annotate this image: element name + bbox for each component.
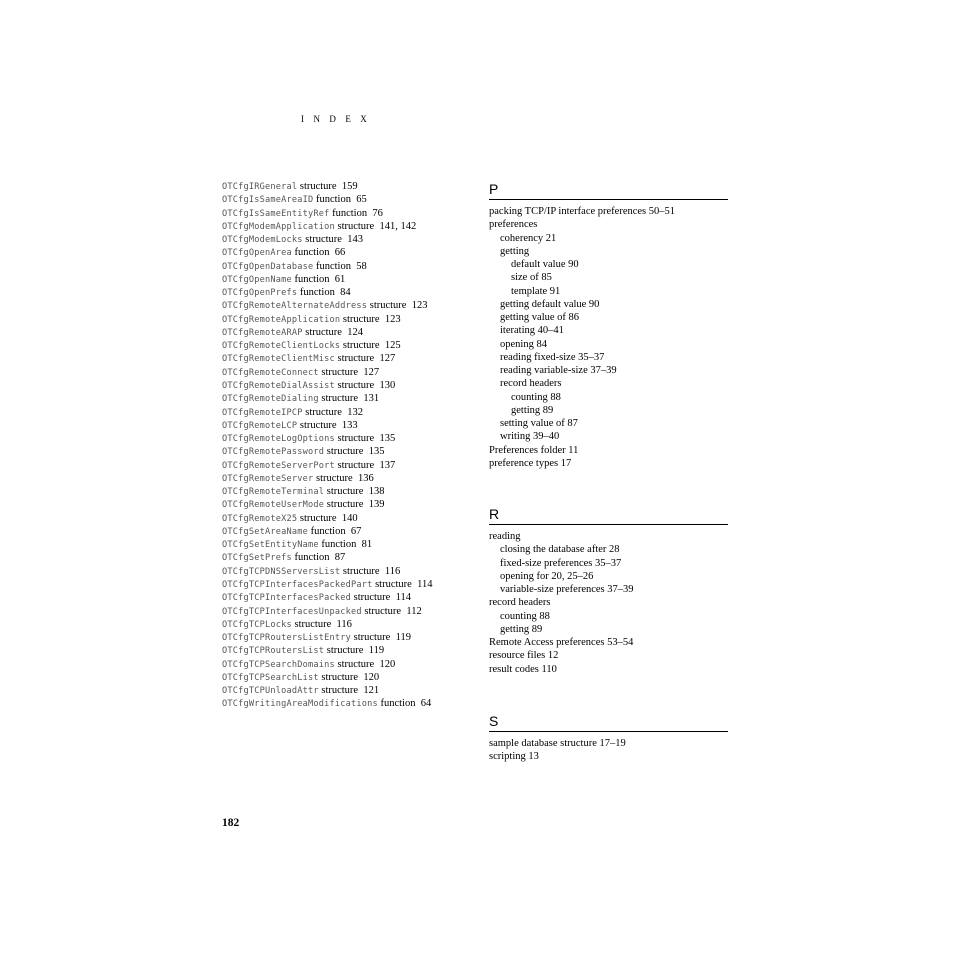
entry-reference: structure 131 [318,393,380,405]
index-entry [222,472,472,485]
index-entry [222,644,472,657]
index-entry [222,697,472,710]
index-entry: preference types 17 [489,457,572,469]
index-subentry: iterating 40–41 [500,325,564,337]
section-divider [489,731,728,732]
index-subentry: template 91 [511,285,561,297]
index-entry: preferences [489,219,538,231]
index-entry [222,273,472,286]
entry-code-term: OTCfgRemoteClientMisc [222,354,335,365]
entry-code-term: OTCfgOpenDatabase [222,261,314,272]
section-letter: R [489,506,500,522]
entry-code-term: OTCfgTCPSearchDomains [222,659,335,670]
entry-code-term: OTCfgRemoteServerPort [222,460,335,471]
entry-code-term: OTCfgTCPRoutersListEntry [222,633,351,644]
entry-code-term: OTCfgWritingAreaModifications [222,699,378,710]
index-subentry: getting default value 90 [500,298,600,310]
entry-code-term: OTCfgTCPInterfacesUnpacked [222,606,362,617]
index-subentry: record headers [500,378,562,390]
index-entry [222,498,472,511]
entry-code-term: OTCfgRemoteLogOptions [222,434,335,445]
index-entry [222,299,472,312]
index-subentry: reading variable-size 37–39 [500,365,617,376]
index-entry [222,406,472,419]
entry-reference: structure 127 [334,353,396,365]
index-entry: packing TCP/IP interface preferences 50–51 [489,206,676,217]
entry-code-term: OTCfgRemoteServer [222,473,314,484]
index-entry: sample database structure 17–19 [489,738,626,749]
entry-reference: structure 125 [340,340,401,352]
entry-reference: structure 137 [334,459,396,471]
index-entry: record headers [489,597,551,609]
entry-reference: structure 132 [302,406,363,418]
index-entry [222,591,472,604]
entry-reference: structure 138 [324,486,385,498]
entry-code-term: OTCfgOpenName [222,274,292,285]
entry-reference: structure 119 [324,645,385,657]
entry-code-term: OTCfgSetPrefs [222,553,292,564]
index-subentry: counting 88 [500,610,550,622]
entry-reference: structure 114 [372,578,433,590]
entry-reference: function 66 [291,247,346,259]
entry-code-term: OTCfgRemoteTerminal [222,487,325,498]
entry-code-term: OTCfgIRGeneral [222,182,298,192]
index-subentry: closing the database after 28 [500,544,620,556]
entry-reference: structure 139 [324,499,385,511]
index-column-left [222,180,472,711]
index-entry [222,671,472,684]
entry-code-term: OTCfgOpenArea [222,248,292,259]
index-entry [222,352,472,365]
entry-code-term: OTCfgRemoteDialing [222,394,319,405]
index-entry [222,578,472,591]
index-entry [222,246,472,259]
entry-code-term: OTCfgRemoteDialAssist [222,380,335,391]
entry-code-term: OTCfgRemoteUserMode [222,500,325,511]
index-subentry: coherency 21 [500,232,557,244]
index-entry [222,485,472,498]
entry-reference: structure 114 [350,592,411,604]
index-subentry: size of 85 [511,272,552,284]
entry-reference: structure 116 [291,618,352,630]
index-entry [222,538,472,551]
entry-reference: structure 141, 142 [334,220,417,232]
index-entry [222,658,472,671]
entry-code-term: OTCfgOpenPrefs [222,288,298,299]
index-subentry: fixed-size preferences 35–37 [500,557,622,569]
index-subentry: reading fixed-size 35–37 [500,351,605,363]
entry-reference: function 61 [291,273,346,285]
index-entry: Preferences folder 11 [489,444,579,456]
index-subentry: writing 39–40 [500,431,560,443]
index-subentry: setting value of 87 [500,418,578,429]
index-section-s [489,712,728,764]
entry-reference: structure 135 [334,433,396,445]
entry-reference: structure 140 [297,512,358,524]
entry-reference: structure 130 [334,379,396,391]
index-subentry: getting value of 86 [500,312,580,323]
index-section-r [489,505,728,676]
section-letter: P [489,181,499,197]
entry-code-term: OTCfgRemoteApplication [222,314,341,325]
section-divider [489,524,728,525]
index-entry [222,286,472,299]
entry-reference: structure 143 [302,234,363,246]
entry-reference: structure 136 [313,472,374,484]
entry-code-term: OTCfgRemoteARAP [222,327,303,338]
index-entry [222,326,472,339]
index-entry: scripting 13 [489,751,539,763]
entry-reference: structure 116 [340,565,401,577]
entry-reference: structure 119 [350,632,411,644]
index-subentry: opening for 20, 25–26 [500,570,594,582]
index-entry [222,233,472,246]
entry-code-term: OTCfgTCPUnloadAttr [222,686,319,697]
index-entry [222,565,472,578]
index-entry [222,220,472,233]
index-entry [222,180,472,193]
entry-reference: function 67 [307,525,362,537]
index-entry [222,445,472,458]
index-entry [222,432,472,445]
index-entry [222,379,472,392]
entry-reference: structure 124 [302,326,363,338]
index-subentry: opening 84 [500,338,547,350]
index-entry: reading [489,531,521,542]
entry-reference: function 65 [313,194,367,206]
entry-code-term: OTCfgTCPInterfacesPacked [222,593,351,604]
entry-reference: structure 159 [297,181,358,192]
index-entry [222,339,472,352]
entry-code-term: OTCfgRemoteIPCP [222,407,303,418]
entry-code-term: OTCfgSetEntityName [222,540,319,551]
index-entry: Remote Access preferences 53–54 [489,637,634,648]
index-subentry: default value 90 [511,259,579,270]
entry-code-term: OTCfgTCPLocks [222,619,292,630]
entry-reference: structure 123 [340,313,401,325]
entry-code-term: OTCfgRemoteAlternateAddress [222,301,368,312]
index-entry [222,459,472,472]
index-entry [222,605,472,618]
index-subentry: getting 89 [500,623,543,635]
entry-code-term: OTCfgTCPDNSServersList [222,566,341,577]
entry-reference: structure 121 [318,685,380,697]
entry-reference: function 64 [377,698,432,710]
entry-reference: structure 135 [324,446,385,458]
entry-reference: function 84 [297,287,351,299]
entry-reference: function 58 [313,260,367,272]
index-subentry: counting 88 [511,391,561,403]
index-subentry: getting 89 [511,404,554,416]
entry-code-term: OTCfgTCPSearchList [222,672,319,683]
entry-reference: function 81 [318,539,373,551]
index-entry [222,525,472,538]
index-section-p [489,180,728,470]
entry-code-term: OTCfgTCPRoutersList [222,646,325,657]
index-entry [222,551,472,564]
entry-code-term: OTCfgModemLocks [222,235,303,246]
entry-code-term: OTCfgRemoteClientLocks [222,341,341,352]
index-entry [222,631,472,644]
section-letter: S [489,713,499,729]
entry-code-term: OTCfgSetAreaName [222,526,308,537]
index-entry [222,366,472,379]
entry-code-term: OTCfgTCPInterfacesPackedPart [222,579,373,590]
page-number: 182 [222,817,240,829]
index-subentry: variable-size preferences 37–39 [500,584,634,595]
section-divider [489,199,728,200]
index-entry [222,512,472,525]
entry-reference: structure 123 [367,300,428,312]
running-header: I N D E X [301,114,371,124]
index-entry: resource files 12 [489,650,559,662]
entry-code-term: OTCfgRemoteConnect [222,367,319,378]
index-entry [222,392,472,405]
entry-reference: function 87 [291,552,346,564]
index-entry [222,684,472,697]
entry-code-term: OTCfgIsSameAreaID [222,195,314,206]
entry-reference: structure 127 [318,366,380,378]
entry-code-term: OTCfgModemApplication [222,221,335,232]
entry-reference: structure 112 [361,605,422,617]
entry-reference: structure 120 [334,658,396,670]
index-entry [222,313,472,326]
entry-reference: function 76 [329,207,383,219]
index-subentry: getting [500,245,530,257]
entry-code-term: OTCfgRemotePassword [222,447,325,458]
entry-reference: structure 120 [318,671,380,683]
index-entry [222,618,472,631]
index-entry [222,260,472,273]
index-entry [222,419,472,432]
index-entry [222,207,472,220]
entry-code-term: OTCfgRemoteX25 [222,513,298,524]
entry-code-term: OTCfgIsSameEntityRef [222,208,330,219]
entry-reference: structure 133 [297,419,358,431]
index-entry [222,193,472,206]
entry-code-term: OTCfgRemoteLCP [222,420,298,431]
index-entry: result codes 110 [489,663,557,675]
